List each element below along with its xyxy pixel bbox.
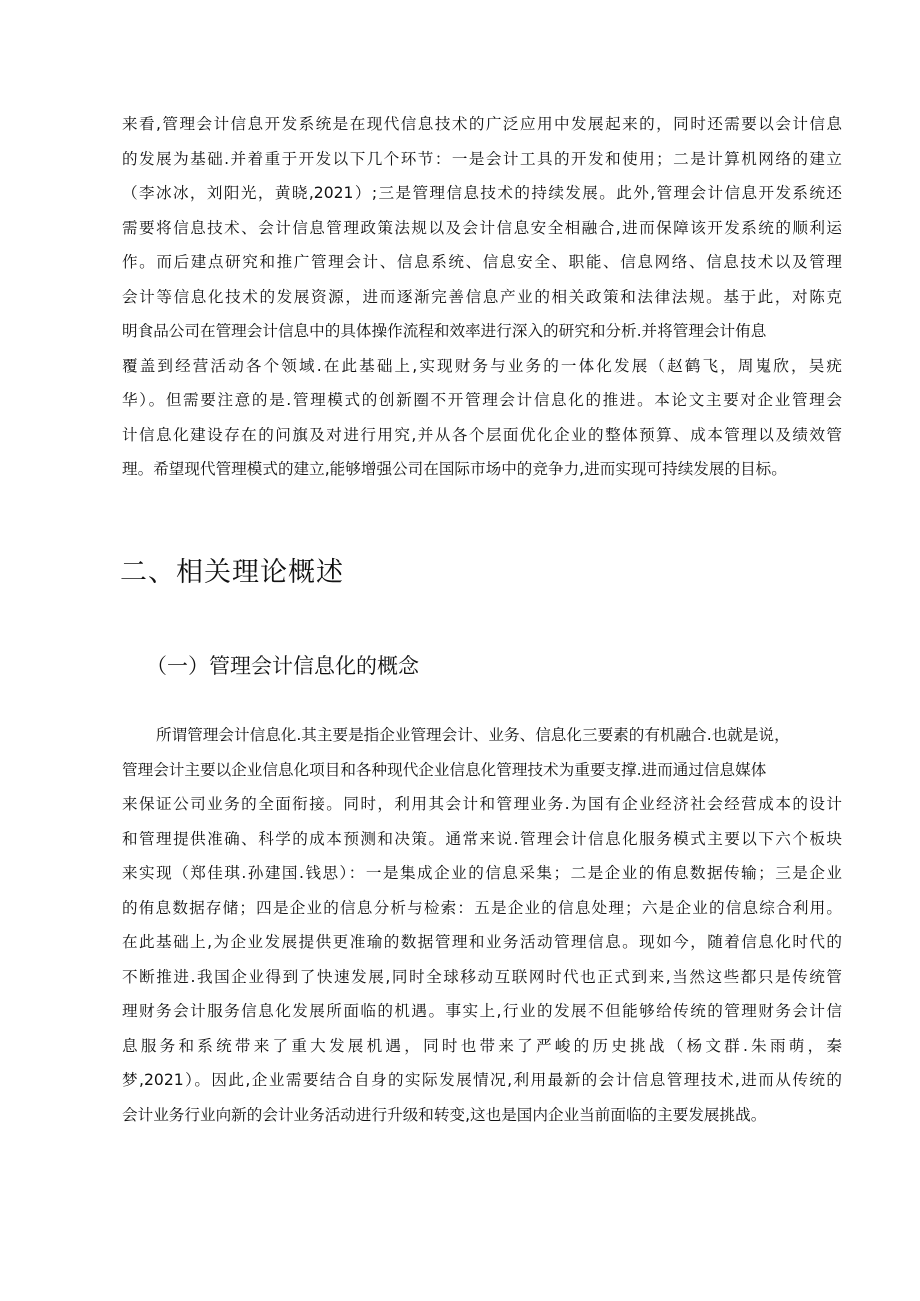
text-line: 在此基础上,为企业发展提供更准瑜的数据管理和业务活动管理信息。现如今，随着信息化时代的 bbox=[122, 933, 842, 951]
text-line: 会计业务行业向新的会计业务活动进行升级和转变,这也是国内企业当前面临的主要发展挑战。 bbox=[122, 1105, 767, 1124]
text-line: 明食品公司在管理会计信息中的具体操作流程和效率进行深入的研究和分析.并将管理会计侑息 bbox=[122, 322, 767, 340]
text-line: 来保证公司业务的全面衔接。同时，利用其会计和管理业务.为国有企业经济社会经营成本的设计 bbox=[122, 795, 842, 813]
text-line: 华）。但需要注意的是.管理模式的创新圈不开管理会计信息化的推进。本论文主要对企业管理会 bbox=[122, 391, 842, 409]
text-line: 来实现（郑佳琪.孙建国.钱思）：一是集成企业的信息采集；二是企业的侑息数据传输；三是企业 bbox=[122, 864, 842, 882]
text-line: 的侑息数据存储；四是企业的信息分析与检索：五是企业的信息处理；六是企业的信息综合利用。 bbox=[122, 898, 842, 917]
body-paragraph-concept bbox=[122, 718, 842, 1132]
text-line: 息服务和系统带来了重大发展机遇，同时也带来了严峻的历史挑战（杨文群.朱雨萌，秦 bbox=[122, 1036, 842, 1055]
text-line: 会计等信息化技术的发展资源，进而逐渐完善信息产业的相关政策和法律法规。基于此，对陈克 bbox=[122, 287, 842, 306]
text-line: （李冰冰，刘阳光，黄晓,2021）;三是管理信息技术的持续发展。此外,管理会计信息开发系统还 bbox=[122, 184, 842, 202]
text-line: 管理会计主要以企业信息化项目和各种现代企业信息化管理技术为重要支撑.进而通过信息媒体 bbox=[122, 760, 767, 779]
text-line: 梦,2021）。因此,企业需要结合自身的实际发展情况,利用最新的会计信息管理技术,进而从传统的 bbox=[122, 1071, 842, 1089]
subsection-heading: （一）管理会计信息化的概念 bbox=[146, 654, 419, 678]
text-line: 不断推进.我国企业得到了快速发展,同时全球移动互联网时代也正式到来,当然这些都只是传统管 bbox=[122, 967, 842, 986]
body-paragraph-intro bbox=[122, 107, 842, 487]
text-line: 的发展为基础.并着重于开发以下几个环节：一是会计工具的开发和使用；二是计算机网络的建立 bbox=[122, 149, 842, 168]
text-line: 计信息化建设存在的问旗及对进行用究,并从各个层面优化企业的整体预算、成本管理以及绩效管 bbox=[122, 425, 842, 444]
text-line: 需要将信息技术、会计信息管理政策法规以及会计信息安全相融合,进而保障该开发系统的顺利运 bbox=[122, 218, 842, 237]
text-line: 覆盖到经营活动各个领域.在此基础上,实现财务与业务的一体化发展（赵鹤飞，周嵬欣，吴疣 bbox=[122, 356, 842, 375]
text-line: 作。而后建点研究和推广管理会计、信息系统、信息安全、职能、信息网络、信息技术以及管理 bbox=[122, 253, 842, 271]
text-line: 所谓管理会计信息化.其主要是指企业管理会计、业务、信息化三要素的有机融合.也就是说， bbox=[156, 726, 790, 744]
text-line: 来看,管理会计信息开发系统是在现代信息技术的广泛应用中发展起来的，同时还需要以会计信息 bbox=[122, 115, 842, 133]
text-line: 和管理提供准确、科学的成本预测和决策。通常来说.管理会计信息化服务模式主要以下六个板块 bbox=[122, 829, 842, 848]
section-heading: 二、相关理论概述 bbox=[120, 557, 344, 588]
text-line: 理财务会计服务信息化发展所面临的机遇。事实上,行业的发展不但能够给传统的管理财务会计信 bbox=[122, 1002, 842, 1020]
text-line: 理。希望现代管理模式的建立,能够增强公司在国际市场中的竞争力,进而实现可持续发展的目标。 bbox=[122, 460, 787, 478]
